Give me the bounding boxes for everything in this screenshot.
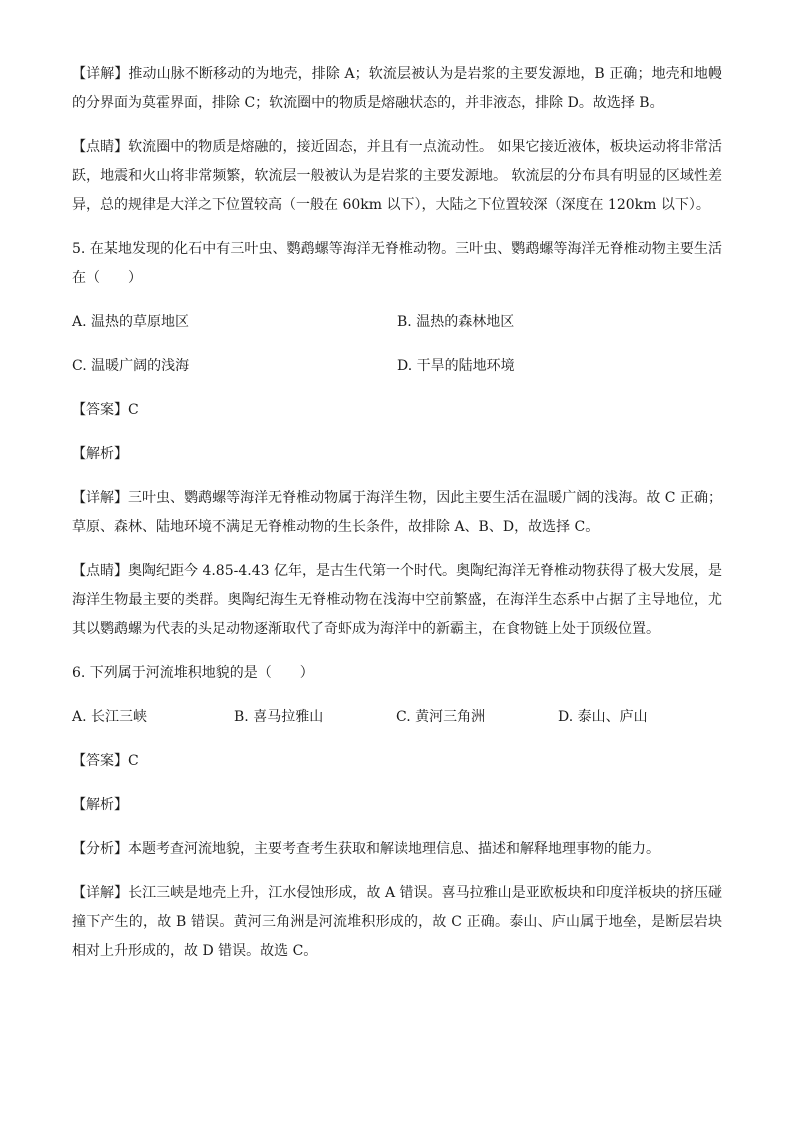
q6-options-row — [72, 703, 722, 732]
q6-analysis-heading: 【解析】 — [72, 797, 128, 813]
q6-option-b: B. 喜马拉雅山 — [234, 709, 324, 725]
q6-option-d: D. 泰山、庐山 — [558, 709, 648, 725]
q5-answer: 【答案】C — [72, 402, 139, 418]
q5-option-c: C. 温暖广阔的浅海 — [72, 358, 190, 374]
q6-answer: 【答案】C — [72, 753, 139, 769]
q5-options-row-2 — [72, 352, 722, 381]
q5-stem: 5. 在某地发现的化石中有三叶虫、鹦鹉螺等海洋无脊椎动物。三叶虫、鹦鹉螺等海洋无脊椎动物主要生活在（ ） — [72, 241, 722, 286]
q4-detail: 【详解】推动山脉不断移动的为地壳，排除 A；软流层被认为是岩浆的主要发源地，B 正确；地壳和地幔的分界面为莫霍界面，排除 C；软流圈中的物质是熔融状态的，并非液态，排除 D。故选择 B。 — [72, 66, 722, 111]
q5-analysis-heading: 【解析】 — [72, 446, 128, 462]
q5-option-a: A. 温热的草原地区 — [72, 314, 190, 330]
q6-detail: 【详解】长江三峡是地壳上升，江水侵蚀形成，故 A 错误。喜马拉雅山是亚欧板块和印度洋板块的挤压碰撞下产生的，故 B 错误。黄河三角洲是河流堆积形成的，故 C 正确。泰山、庐山属于地垒，是断层岩块相对上升形成的，故 D 错误。故选 C。 — [72, 885, 722, 959]
q6-option-c: C. 黄河三角洲 — [396, 709, 486, 725]
q5-options-row-1 — [72, 308, 722, 337]
q6-option-a: A. 长江三峡 — [72, 709, 148, 725]
q6-stem: 6. 下列属于河流堆积地貌的是（ ） — [72, 665, 314, 681]
q4-note: 【点睛】软流圈中的物质是熔融的，接近固态，并且有一点流动性。 如果它接近液体，板块运动将非常活跃，地震和火山将非常频繁，软流层一般被认为是岩浆的主要发源地。 软流层的分布具有明显的区域性差异，总的规律是大洋之下位置较高（一般在 60km 以下），大陆之下位置较深（深度在 120km 以下）。 — [72, 139, 722, 213]
q5-option-d: D. 干旱的陆地环境 — [397, 358, 515, 374]
q5-note: 【点睛】奥陶纪距今 4.85-4.43 亿年，是古生代第一个时代。奥陶纪海洋无脊椎动物获得了极大发展，是海洋生物最主要的类群。奥陶纪海生无脊椎动物在浅海中空前繁盛，在海洋生态系中占据了主导地位，尤其以鹦鹉螺为代表的头足动物逐渐取代了奇虾成为海洋中的新霸主，在食物链上处于顶级位置。 — [72, 563, 722, 637]
q5-detail: 【详解】三叶虫、鹦鹉螺等海洋无脊椎动物属于海洋生物，因此主要生活在温暖广阔的浅海。故 C 正确；草原、森林、陆地环境不满足无脊椎动物的生长条件，故排除 A、B、D，故选择 C。 — [72, 490, 722, 535]
q5-option-b: B. 温热的森林地区 — [397, 314, 515, 330]
q6-fenxi: 【分析】本题考查河流地貌，主要考查考生获取和解读地理信息、描述和解释地理事物的能力。 — [72, 841, 660, 857]
